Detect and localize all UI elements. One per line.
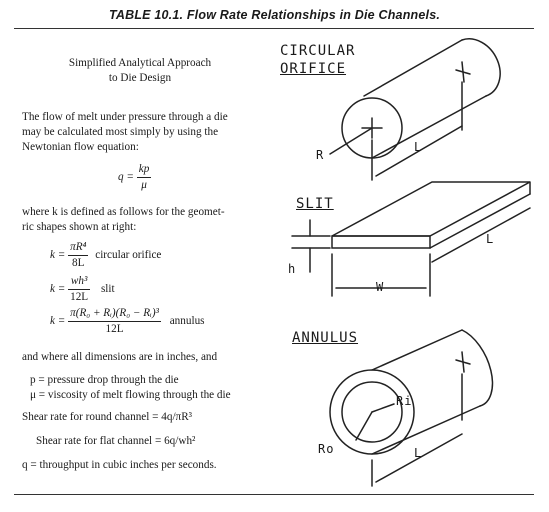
label-W: W bbox=[376, 280, 385, 294]
shear-flat: Shear rate for flat channel = 6q/wh² bbox=[36, 435, 196, 447]
label-Ro: Ro bbox=[318, 442, 335, 456]
label-L-circular: L bbox=[414, 140, 423, 154]
where-paragraph: where k is defined as follows for the geomet- ric shapes shown at right: bbox=[22, 206, 225, 233]
circular-orifice-label: CIRCULAR ORIFICE bbox=[280, 43, 356, 77]
label-Ri: Ri bbox=[396, 394, 413, 408]
k-circular: k = $\frac{\text{πR⁴}}{8L}$ circular orifice bbox=[50, 241, 162, 269]
circular-orifice-drawing bbox=[330, 39, 500, 180]
dimensions-note: and where all dimensions are in inches, and bbox=[22, 351, 218, 363]
label-L-slit: L bbox=[486, 232, 495, 246]
annulus-label: ANNULUS bbox=[292, 330, 359, 346]
shear-round: Shear rate for round channel = 4q/πR³ bbox=[22, 411, 193, 423]
label-h: h bbox=[288, 262, 297, 276]
label-R: R bbox=[316, 148, 325, 162]
table-title: TABLE 10.1. Flow Rate Relationships in Die Channels. bbox=[108, 8, 441, 22]
newtonian-equation: q = $\frac{kp}{\mu}$ bbox=[118, 163, 150, 191]
annulus-drawing bbox=[330, 330, 492, 486]
intro-paragraph: The flow of melt under pressure through a die may be calculated most simply by using the Newtonian flow equation: bbox=[22, 111, 228, 153]
label-L-annulus: L bbox=[414, 446, 423, 460]
definitions: p = pressure drop through the die μ = viscosity of melt flowing through the die bbox=[30, 374, 231, 401]
throughput-def: q = throughput in cubic inches per seconds. bbox=[22, 459, 217, 471]
k-slit: k = $\frac{\text{wh³}}{12L}$ slit bbox=[50, 275, 115, 303]
section-heading: Simplified Analytical Approach to Die Design bbox=[68, 57, 212, 84]
k-annulus: k = $\frac{\text{π(R₀ + Rᵢ)(R₀ − Rᵢ)³}}{12L}$ annulus bbox=[50, 307, 205, 335]
slit-label: SLIT bbox=[296, 196, 334, 212]
